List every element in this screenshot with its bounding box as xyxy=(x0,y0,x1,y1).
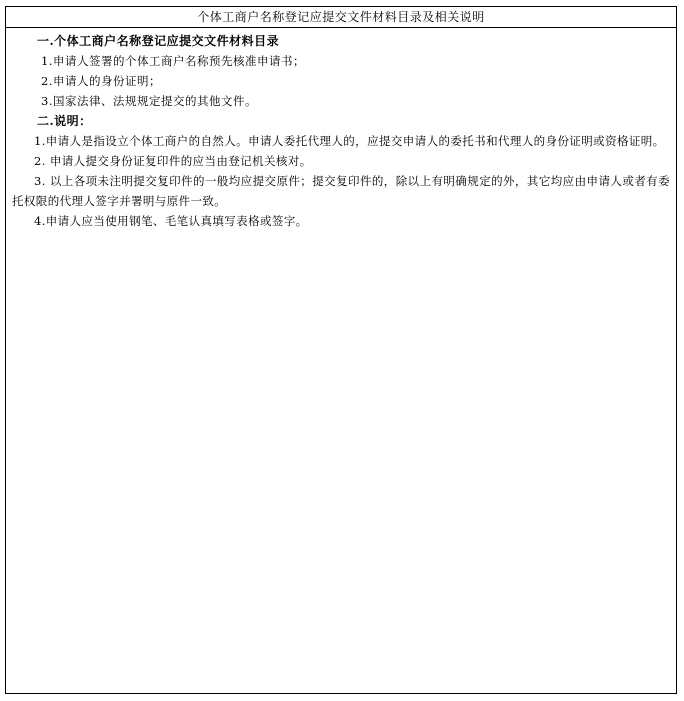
document-title: 个体工商户名称登记应提交文件材料目录及相关说明 xyxy=(6,7,676,28)
materials-item-1: 1.申请人签署的个体工商户名称预先核准申请书； xyxy=(41,54,305,68)
section-materials-heading: 一.个体工商户名称登记应提交文件材料目录 xyxy=(37,34,280,48)
note-item-1: 1.申请人是指设立个体工商户的自然人。申请人委托代理人的，应提交申请人的委托书和代理人的身份证明或资格证明。 xyxy=(34,134,665,148)
note-item-2: 2. 申请人提交身份证复印件的应当由登记机关核对。 xyxy=(34,154,312,168)
materials-item-2: 2.申请人的身份证明； xyxy=(41,74,161,88)
note-item-3: 3. 以上各项未注明提交复印件的一般均应提交原件；提交复印件的，除以上有明确规定的外，其它均应由申请人或者有委托权限的代理人签字并署明与原件一致。 xyxy=(12,174,670,208)
document-frame xyxy=(5,6,677,694)
materials-item-3: 3.国家法律、法规规定提交的其他文件。 xyxy=(41,94,257,108)
document-body xyxy=(6,28,676,231)
section-notes-heading: 二.说明： xyxy=(37,114,92,128)
note-item-4: 4.申请人应当使用钢笔、毛笔认真填写表格或签字。 xyxy=(34,214,308,228)
